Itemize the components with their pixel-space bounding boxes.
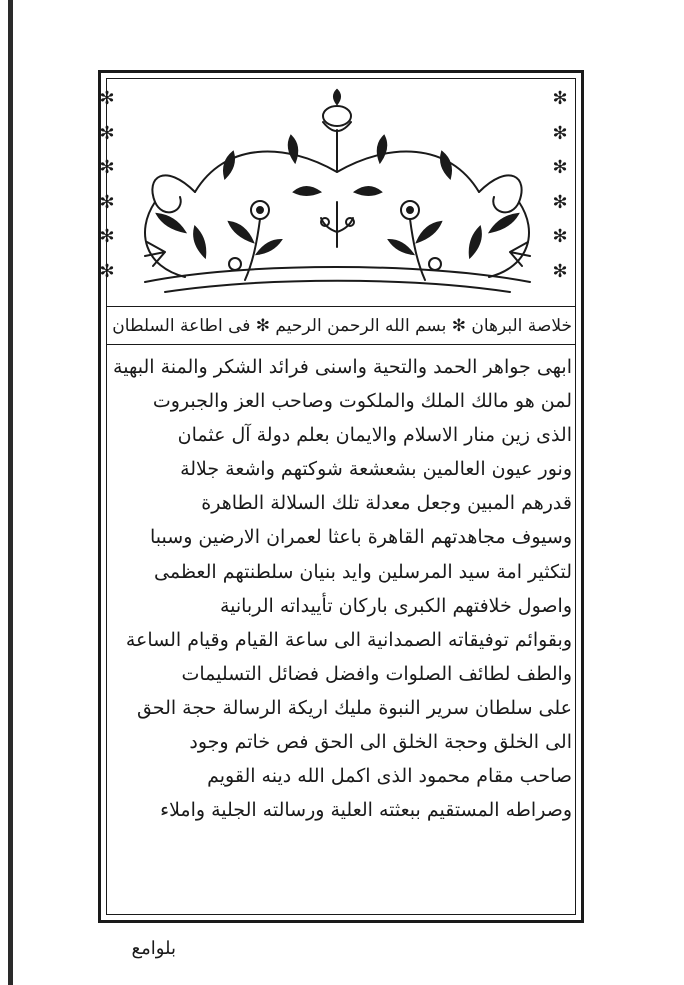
star-icon: ✻	[99, 191, 115, 213]
star-icon: ✻	[552, 88, 568, 109]
star-icon: ✻	[99, 122, 115, 144]
star-icon: ✻	[552, 226, 568, 247]
text-line: قدرهم المبين وجعل معدلة تلك السلالة الطاهرة	[201, 492, 572, 515]
text-line: لمن هو مالك الملك والملكوت وصاحب العز والجبروت	[152, 390, 572, 413]
header-basmala-line: خلاصة البرهان ✻ بسم الله الرحمن الرحيم ✻ فى اطاعة السلطان	[112, 316, 572, 336]
header-rule-bottom	[106, 344, 576, 345]
text-line: الذى زين منار الاسلام والايمان بعلم دولة آل عثمان	[177, 424, 572, 447]
header-rule-top	[106, 306, 576, 307]
floral-headpiece-ornament-icon	[125, 82, 550, 302]
star-icon: ✻	[99, 226, 115, 247]
star-icon: ✻	[552, 191, 568, 213]
text-line: وبقوائم توفيقاته الصمدانية الى ساعة القيام وقيام الساعة	[125, 628, 572, 651]
star-icon: ✻	[552, 157, 568, 178]
text-line: وصراطه المستقيم ببعثته العلية ورسالته الجلية واملاء	[160, 799, 572, 822]
body-text	[112, 350, 572, 827]
text-line: والطف لطائف الصلوات وافضل فضائل التسليمات	[181, 662, 572, 685]
text-line: لتكثير امة سيد المرسلين وايد بنيان سلطنتهم العظمى	[154, 560, 572, 583]
star-icon: ✻	[99, 157, 115, 178]
catchword: بلوامع	[131, 938, 176, 959]
text-line: وسيوف مجاهدتهم القاهرة باعثا لعمران الارضين وسببا	[150, 526, 572, 549]
text-line: صاحب مقام محمود الذى اكمل الله دينه القويم	[207, 765, 572, 788]
text-line: ونور عيون العالمين بشعشعة شوكتهم واشعة جلالة	[180, 458, 572, 481]
right-star-border	[551, 82, 569, 289]
text-line: واصول خلافتهم الكبرى باركان تأييداته الربانية	[219, 594, 572, 617]
left-star-border	[98, 82, 116, 289]
star-icon: ✻	[552, 122, 568, 144]
star-icon: ✻	[552, 260, 568, 282]
page-binding-edge	[8, 0, 13, 985]
star-icon: ✻	[99, 88, 115, 109]
text-line: على سلطان سرير النبوة مليك اريكة الرسالة حجة الحق	[136, 696, 572, 719]
text-line: ابهى جواهر الحمد والتحية واسنى فرائد الشكر والمنة البهية	[113, 356, 572, 378]
star-icon: ✻	[99, 260, 115, 282]
text-line: الى الخلق وحجة الخلق الى الحق فص خاتم وجود	[189, 731, 572, 754]
